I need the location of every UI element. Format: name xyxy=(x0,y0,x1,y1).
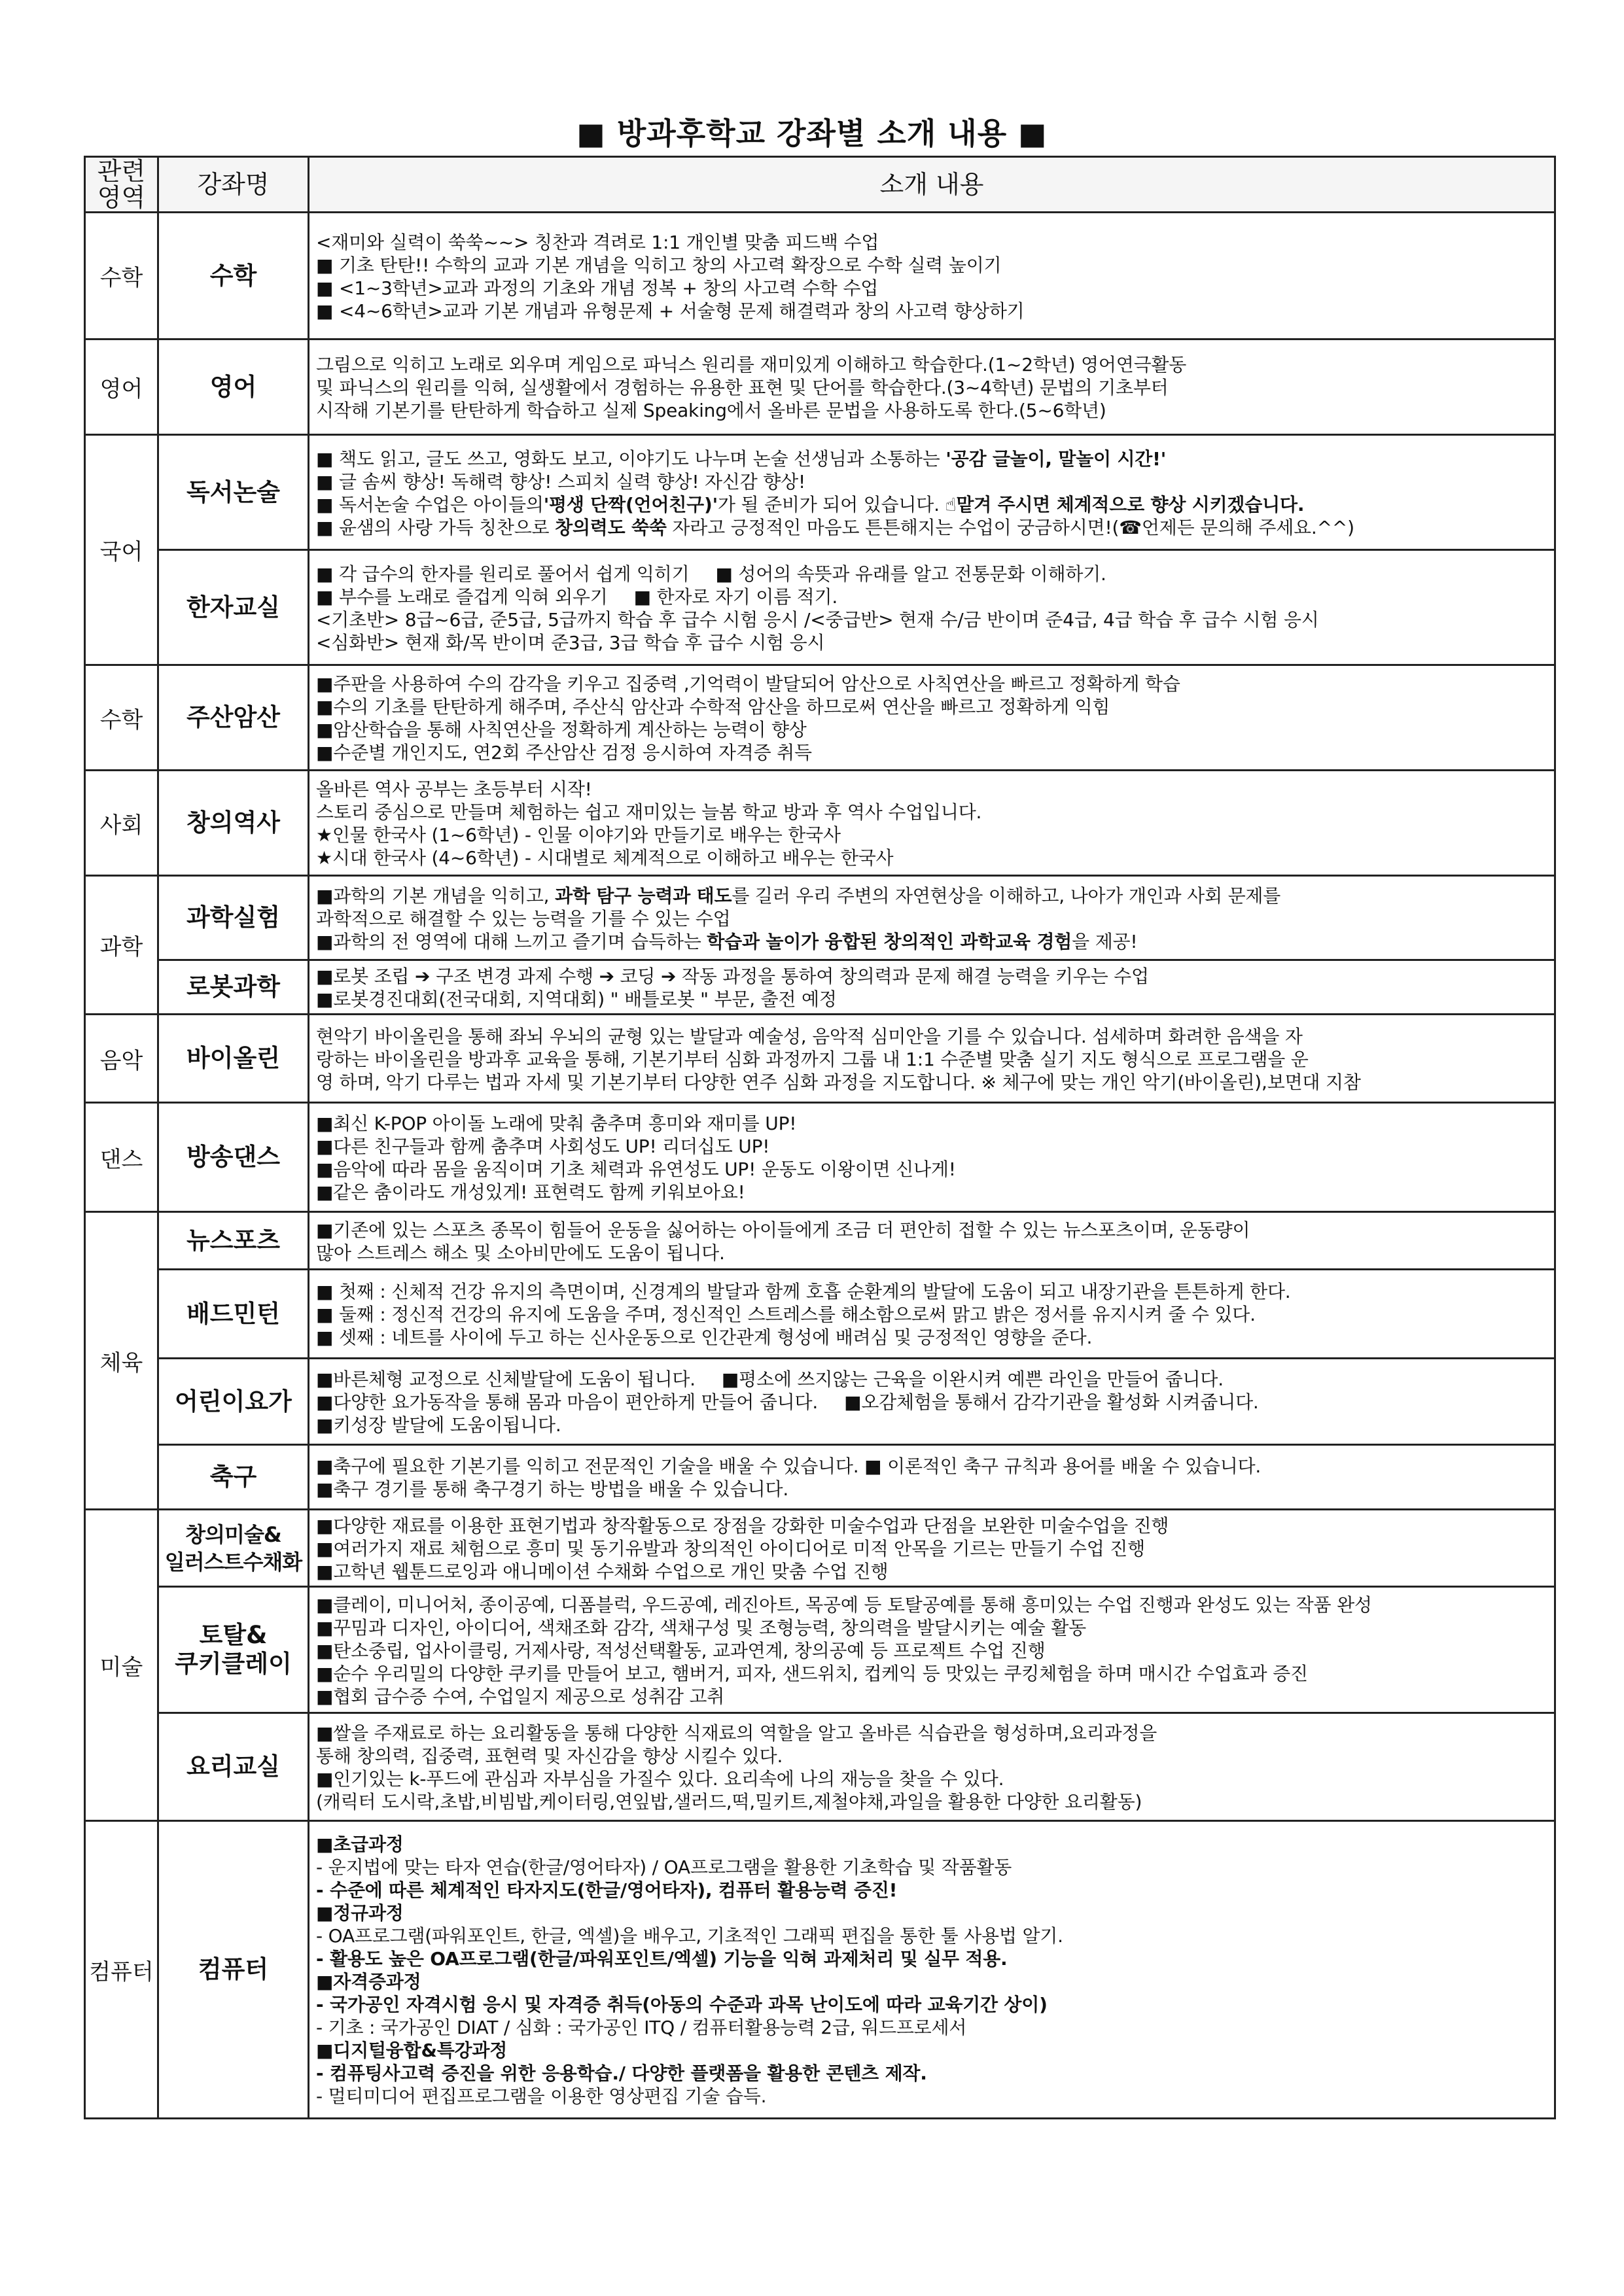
course-name-cell xyxy=(158,339,309,435)
description-text: ■바른체형 교정으로 신체발달에 도움이 됩니다. xyxy=(316,1368,696,1390)
description-line xyxy=(316,1560,1547,1583)
description-line xyxy=(316,2039,1547,2062)
course-name-cell xyxy=(158,1821,309,2119)
description-line xyxy=(316,2062,1547,2085)
course-name-cell xyxy=(158,1212,309,1270)
course-name-line: 로봇과학 xyxy=(186,973,280,1001)
description-text: - 활용도 높은 OA프로그램(한글/파워포인트/엑셀) 기능을 익혀 과제처리 및 실무 적용. xyxy=(316,1948,1008,1970)
header-area xyxy=(85,157,158,213)
course-name-cell xyxy=(158,213,309,339)
course-name-cell xyxy=(158,960,309,1015)
course-name-cell xyxy=(158,1015,309,1103)
header-area-line: 영역 xyxy=(97,183,146,212)
description-line xyxy=(316,988,1547,1011)
description-line xyxy=(316,1833,1547,1856)
description-text: 그림으로 익히고 노래로 외우며 게임으로 파닉스 원리를 재미있게 이해하고 학습한다.(1~2학년) 영어연극활동 xyxy=(316,354,1187,375)
course-name-line: 창의미술& xyxy=(185,1522,281,1547)
table-row xyxy=(85,1587,1555,1713)
description-text: ■수준별 개인지도, 연2회 주산암산 검정 응시하여 자격증 취득 xyxy=(316,742,812,763)
description-text: ■고학년 웹툰드로잉과 애니메이션 수채화 수업으로 개인 맞춤 수업 진행 xyxy=(316,1561,889,1582)
description-line xyxy=(316,778,1547,801)
description-cell xyxy=(309,665,1555,771)
description-line xyxy=(316,1158,1547,1181)
description-text: 학습과 놀이가 융합된 창의적인 과학교육 경험 xyxy=(707,930,1072,952)
table-row xyxy=(85,1510,1555,1587)
description-text: ■정규과정 xyxy=(316,1902,404,1924)
description-text: ■오감체험을 통해서 감각기관을 활성화 시켜줍니다. xyxy=(844,1391,1259,1413)
description-line xyxy=(316,1135,1547,1158)
description-line xyxy=(316,231,1547,254)
course-name-cell xyxy=(158,1445,309,1510)
description-line xyxy=(316,1112,1547,1135)
course-name-line: 영어 xyxy=(209,372,257,401)
description-line xyxy=(316,563,1547,585)
description-line xyxy=(316,470,1547,493)
description-text: ■평소에 쓰지않는 근육을 이완시켜 예쁜 라인을 만들어 줍니다. xyxy=(721,1368,1224,1390)
course-name-line: 배드민턴 xyxy=(186,1299,280,1328)
description-text: ■축구에 필요한 기본기를 익히고 전문적인 기술을 배울 수 있습니다. ■ 이론적인 축구 규칙과 용어를 배울 수 있습니다. xyxy=(316,1455,1262,1477)
description-text: ■인기있는 k-푸드에 관심과 자부심을 가질수 있다. 요리속에 나의 재능을 찾을 수 있다. xyxy=(316,1768,1004,1790)
description-text: - 운지법에 맞는 타자 연습(한글/영어타자) / OA프로그램을 활용한 기초학습 및 작품활동 xyxy=(316,1856,1012,1878)
description-text: ■ <1~3학년>교과 과정의 기초와 개념 정복 + 창의 사고력 수학 수업 xyxy=(316,277,879,299)
description-text: ■과학의 전 영역에 대해 느끼고 즐기며 습득하는 xyxy=(316,930,707,952)
description-text: 를 길러 우리 주변의 자연현상을 이해하고, 나아가 개인과 사회 문제를 xyxy=(732,884,1281,907)
page-title: ■ 방과후학교 강좌별 소개 내용 ■ xyxy=(576,116,1048,151)
description-text: ■기존에 있는 스포츠 종목이 힘들어 운동을 싫어하는 아이들에게 조금 더 편안히 접할 수 있는 뉴스포츠이며, 운동량이 xyxy=(316,1219,1250,1241)
course-table xyxy=(84,156,1556,2119)
description-text: - 국가공인 자격시험 응시 및 자격증 취득(아동의 수준과 과목 난이도에 따라 교육기간 상이) xyxy=(316,1994,1048,2015)
description-text: ■디지털융합&특강과정 xyxy=(316,2040,508,2061)
description-line xyxy=(316,1391,1547,1414)
table-row xyxy=(85,1212,1555,1270)
description-text: '평생 단짝(언어친구)' xyxy=(543,493,718,515)
course-name-cell xyxy=(158,1510,309,1587)
description-line xyxy=(316,1593,1547,1616)
description-cell xyxy=(309,213,1555,339)
description-text: 통해 창의력, 집중력, 표현력 및 자신감을 향상 시킬수 있다. xyxy=(316,1745,783,1767)
description-text: ■최신 K-POP 아이돌 노래에 맞춰 춤추며 흥미와 재미를 UP! xyxy=(316,1113,797,1134)
description-line xyxy=(316,1414,1547,1436)
course-name-cell xyxy=(158,550,309,665)
description-text: ■다른 친구들과 함께 춤추며 사회성도 UP! 리더십도 UP! xyxy=(316,1136,770,1157)
description-text: ■꾸밈과 디자인, 아이디어, 색채조화 감각, 색채구성 및 조형능력, 창의력을 발달시키는 예술 활동 xyxy=(316,1616,1086,1639)
description-line xyxy=(316,1790,1547,1813)
description-text: 많아 스트레스 해소 및 소아비만에도 도움이 됩니다. xyxy=(316,1242,725,1264)
description-line xyxy=(316,1455,1547,1478)
description-cell xyxy=(309,550,1555,665)
description-cell xyxy=(309,1359,1555,1445)
description-line xyxy=(316,1616,1547,1639)
table-row xyxy=(85,1445,1555,1510)
course-name-line: 창의역사 xyxy=(186,809,280,837)
table-row xyxy=(85,771,1555,876)
description-text: <심화반> 현재 화/목 반이며 준3급, 3급 학습 후 급수 시험 응시 xyxy=(316,631,825,653)
description-line xyxy=(316,1368,1547,1391)
description-text: ■ 글 솜씨 향상! 독해력 향상! 스피치 실력 향상! 자신감 향상! xyxy=(316,470,806,493)
description-line xyxy=(316,1924,1547,1947)
description-cell xyxy=(309,339,1555,435)
description-cell xyxy=(309,1445,1555,1510)
description-text: ■암산학습을 통해 사칙연산을 정확하게 계산하는 능력이 향상 xyxy=(316,719,807,740)
description-line xyxy=(316,516,1547,539)
description-line xyxy=(316,1993,1547,2016)
area-cell: 과학 xyxy=(85,876,158,1015)
table-header-row xyxy=(85,157,1555,213)
description-line xyxy=(316,695,1547,718)
description-line xyxy=(316,2016,1547,2039)
description-line xyxy=(316,2085,1547,2108)
area-cell: 컴퓨터 xyxy=(85,1821,158,2119)
description-line xyxy=(316,631,1547,654)
course-name-cell xyxy=(158,665,309,771)
description-text: 랑하는 바이올린을 방과후 교육을 통해, 기본기부터 심화 과정까지 그룹 내 1:1 수준별 맞춤 실기 지도 형식으로 프로그램을 운 xyxy=(316,1048,1309,1070)
description-line xyxy=(316,965,1547,988)
description-text: ■축구 경기를 통해 축구경기 하는 방법을 배울 수 있습니다. xyxy=(316,1478,789,1500)
description-text: ■다양한 요가동작을 통해 몸과 마음이 편안하게 만들어 줍니다. xyxy=(316,1391,819,1413)
description-text: (캐릭터 도시락,초밥,비빔밥,케이터링,연잎밥,샐러드,떡,밀키트,제철야채,과일을 활용한 다양한 요리활동) xyxy=(316,1791,1142,1813)
description-line xyxy=(316,1219,1547,1242)
course-name-line: 과학실험 xyxy=(186,903,280,931)
description-text: - 수준에 따른 체계적인 타자지도(한글/영어타자), 컴퓨터 활용능력 증진! xyxy=(316,1879,898,1901)
description-text: ■ 둘째 : 정신적 건강의 유지에 도움을 주며, 정신적인 스트레스를 해소함으로써 맑고 밝은 정서를 유지시켜 줄 수 있다. xyxy=(316,1304,1256,1325)
description-text: ■ 부수를 노래로 즐겁게 익혀 외우기 xyxy=(316,585,608,608)
table-row xyxy=(85,960,1555,1015)
table-row xyxy=(85,665,1555,771)
description-line xyxy=(316,493,1547,516)
description-text: ■주판을 사용하여 수의 감각을 키우고 집중력 ,기억력이 발달되어 암산으로 사칙연산을 빠르고 정확하게 학습 xyxy=(316,673,1180,695)
course-name-line: 수학 xyxy=(209,261,257,290)
description-text: 현악기 바이올린을 통해 좌뇌 우뇌의 균형 있는 발달과 예술성, 음악적 심미안을 기를 수 있습니다. 섬세하며 화려한 음색을 자 xyxy=(316,1025,1303,1047)
table-row xyxy=(85,550,1555,665)
description-text: <재미와 실력이 쑥쑥~~> 칭찬과 격려로 1:1 개인별 맞춤 피드백 수업 xyxy=(316,231,879,253)
description-cell xyxy=(309,1713,1555,1821)
description-text: ☝맡겨 주시면 체계적으로 향상 시키겠습니다. xyxy=(945,493,1305,515)
table-row xyxy=(85,339,1555,435)
course-name-cell xyxy=(158,1359,309,1445)
description-line xyxy=(316,1767,1547,1790)
table-row xyxy=(85,1015,1555,1103)
description-text: 올바른 역사 공부는 초등부터 시작! xyxy=(316,778,592,800)
course-name-cell xyxy=(158,1103,309,1212)
description-text: ■자격증과정 xyxy=(316,1971,421,1992)
description-text: ■다양한 재료를 이용한 표현기법과 창작활동으로 장점을 강화한 미술수업과 단점을 보완한 미술수업을 진행 xyxy=(316,1515,1169,1537)
description-line xyxy=(316,1242,1547,1264)
header-description: 소개 내용 xyxy=(309,157,1555,213)
table-row xyxy=(85,876,1555,960)
description-text: - 멀티미디어 편집프로그램을 이용한 영상편집 기술 습득. xyxy=(316,2085,767,2107)
description-line xyxy=(316,718,1547,741)
description-text: ■같은 춤이라도 개성있게! 표현력도 함께 키워보아요! xyxy=(316,1181,745,1203)
description-text: ■과학의 기본 개념을 익히고, xyxy=(316,884,556,907)
description-line xyxy=(316,1181,1547,1204)
description-line xyxy=(316,254,1547,277)
description-line xyxy=(316,1902,1547,1924)
description-cell xyxy=(309,960,1555,1015)
description-text: ■키성장 발달에 도움이됩니다. xyxy=(316,1414,561,1436)
description-line xyxy=(316,1514,1547,1537)
description-text: ■쌀을 주재료로 하는 요리활동을 통해 다양한 식재료의 역할을 알고 올바른 식습관을 형성하며,요리과정을 xyxy=(316,1722,1157,1744)
course-name-line: 쿠키클레이 xyxy=(175,1650,292,1678)
description-line xyxy=(316,1745,1547,1767)
description-line xyxy=(316,1303,1547,1326)
description-text: ■ 각 급수의 한자를 원리로 풀어서 쉽게 익히기 xyxy=(316,563,690,585)
course-name-line: 바이올린 xyxy=(186,1044,280,1072)
description-text: 스토리 중심으로 만들며 체험하는 쉽고 재미있는 늘봄 학교 방과 후 역사 수업입니다. xyxy=(316,801,982,823)
description-line xyxy=(316,801,1547,824)
description-text: 가 될 준비가 되어 있습니다. xyxy=(717,493,945,515)
description-text: - 기초 : 국가공인 DIAT / 심화 : 국가공인 ITQ / 컴퓨터활용능력 2급, 워드프로세서 xyxy=(316,2017,967,2038)
table-row xyxy=(85,1359,1555,1445)
description-line xyxy=(316,824,1547,846)
description-cell xyxy=(309,1510,1555,1587)
area-cell: 영어 xyxy=(85,339,158,435)
area-cell: 체육 xyxy=(85,1212,158,1510)
description-text: - OA프로그램(파워포인트, 한글, 엑셀)을 배우고, 기초적인 그래픽 편집을 통한 툴 사용법 알기. xyxy=(316,1925,1063,1947)
description-cell xyxy=(309,435,1555,550)
table-row xyxy=(85,1270,1555,1359)
description-line xyxy=(316,1326,1547,1349)
description-line xyxy=(316,353,1547,376)
course-name-line: 한자교실 xyxy=(186,593,280,621)
description-line xyxy=(316,1478,1547,1501)
course-name-line: 독서논술 xyxy=(186,478,280,506)
description-text: ■ 성어의 속뜻과 유래를 알고 전통문화 이해하기. xyxy=(715,563,1106,585)
table-row xyxy=(85,435,1555,550)
area-cell: 음악 xyxy=(85,1015,158,1103)
description-line xyxy=(316,741,1547,764)
course-name-cell xyxy=(158,876,309,960)
description-line xyxy=(316,399,1547,422)
course-name-line: 어린이요가 xyxy=(175,1387,292,1416)
course-name-line: 요리교실 xyxy=(186,1752,280,1781)
course-name-cell xyxy=(158,1713,309,1821)
description-cell xyxy=(309,1821,1555,2119)
description-text: ■탄소중립, 업사이클링, 거제사랑, 적성선택활동, 교과연계, 창의공예 등 프로젝트 수업 진행 xyxy=(316,1639,1046,1661)
description-text: 자라고 긍정적인 마음도 튼튼해지는 수업이 궁금하시면!(☎언제든 문의해 주세요.^^) xyxy=(666,516,1354,538)
description-text: ★인물 한국사 (1~6학년) - 인물 이야기와 만들기로 배우는 한국사 xyxy=(316,824,841,846)
area-cell: 수학 xyxy=(85,665,158,771)
description-text: <기초반> 8급~6급, 준5급, 5급까지 학습 후 급수 시험 응시 /<중급반> 현재 수/금 반이며 준4급, 4급 학습 후 급수 시험 응시 xyxy=(316,608,1319,631)
description-text: ★시대 한국사 (4~6학년) - 시대별로 체계적으로 이해하고 배우는 한국사 xyxy=(316,847,894,869)
description-line xyxy=(316,277,1547,300)
description-line xyxy=(316,930,1547,953)
description-cell xyxy=(309,1015,1555,1103)
description-text: ■협회 급수증 수여, 수업일지 제공으로 성취감 고취 xyxy=(316,1685,725,1707)
description-text: ■ 기초 탄탄!! 수학의 교과 기본 개념을 익히고 창의 사고력 확장으로 수학 실력 높이기 xyxy=(316,254,1002,276)
description-text: - 컴퓨팅사고력 증진을 위한 응용학습./ 다양한 플랫폼을 활용한 콘텐츠 제작. xyxy=(316,2062,927,2084)
description-text: 과학 탐구 능력과 태도 xyxy=(555,884,732,907)
description-line xyxy=(316,1856,1547,1879)
description-line xyxy=(316,608,1547,631)
description-line xyxy=(316,907,1547,930)
description-line xyxy=(316,1537,1547,1560)
course-name-cell xyxy=(158,771,309,876)
description-cell xyxy=(309,1212,1555,1270)
course-name-cell xyxy=(158,1587,309,1713)
description-text: ■ 첫째 : 신체적 건강 유지의 측면이며, 신경계의 발달과 함께 호흡 순환계의 발달에 도움이 되고 내장기관을 튼튼하게 한다. xyxy=(316,1281,1291,1302)
description-cell xyxy=(309,1103,1555,1212)
description-text: ■ <4~6학년>교과 기본 개념과 유형문제 + 서술형 문제 해결력과 창의 사고력 향상하기 xyxy=(316,300,1025,322)
description-line xyxy=(316,1685,1547,1708)
header-area-line: 관련 xyxy=(97,157,146,186)
description-line xyxy=(316,300,1547,322)
description-line xyxy=(316,1662,1547,1685)
area-cell: 사회 xyxy=(85,771,158,876)
description-text: '공감 글놀이, 말놀이 시간!' xyxy=(945,447,1167,470)
description-line xyxy=(316,1280,1547,1303)
course-name-cell xyxy=(158,1270,309,1359)
description-line xyxy=(316,1947,1547,1970)
description-text: ■초급과정 xyxy=(316,1834,404,1855)
description-cell xyxy=(309,1587,1555,1713)
course-name-line: 일러스트수채화 xyxy=(164,1549,302,1574)
table-row xyxy=(85,213,1555,339)
description-line xyxy=(316,585,1547,608)
course-name-line: 축구 xyxy=(209,1463,257,1491)
area-cell: 수학 xyxy=(85,213,158,339)
description-text: ■ 한자로 자기 이름 적기. xyxy=(633,585,838,608)
description-line xyxy=(316,1048,1547,1071)
course-name-line: 토탈& xyxy=(199,1621,268,1649)
description-text: 과학적으로 해결할 수 있는 능력을 기를 수 있는 수업 xyxy=(316,907,731,930)
description-line xyxy=(316,1879,1547,1902)
header-course: 강좌명 xyxy=(158,157,309,213)
course-name-line: 컴퓨터 xyxy=(198,1955,269,1983)
description-text: ■ 셋째 : 네트를 사이에 두고 하는 신사운동으로 인간관계 형성에 배려심 및 긍정적인 영향을 준다. xyxy=(316,1327,1093,1348)
description-line xyxy=(316,1071,1547,1094)
description-line xyxy=(316,447,1547,470)
description-cell xyxy=(309,771,1555,876)
table-row xyxy=(85,1713,1555,1821)
area-cell: 미술 xyxy=(85,1510,158,1821)
description-line xyxy=(316,884,1547,907)
description-text: ■여러가지 재료 체험으로 흥미 및 동기유발과 창의적인 아이디어로 미적 안목을 기르는 만들기 수업 진행 xyxy=(316,1538,1145,1559)
description-line xyxy=(316,1722,1547,1745)
description-text: ■ 독서논술 수업은 아이들의 xyxy=(316,493,544,515)
description-text: ■순수 우리밀의 다양한 쿠키를 만들어 보고, 햄버거, 피자, 샌드위치, 컵케익 등 맛있는 쿠킹체험을 하며 매시간 수업효과 증진 xyxy=(316,1662,1308,1684)
description-line xyxy=(316,376,1547,399)
description-text: ■음악에 따라 몸을 움직이며 기초 체력과 유연성도 UP! 운동도 이왕이면 신나게! xyxy=(316,1158,956,1180)
description-text: 영 하며, 악기 다루는 법과 자세 및 기본기부터 다양한 연주 심화 과정을 지도합니다. ※ 체구에 맞는 개인 악기(바이올린),보면대 지참 xyxy=(316,1071,1361,1093)
table-row xyxy=(85,1821,1555,2119)
area-cell: 국어 xyxy=(85,435,158,665)
description-text: ■로봇경진대회(전국대회, 지역대회) " 배틀로봇 " 부문, 출전 예정 xyxy=(316,988,837,1010)
description-text: ■ 윤샘의 사랑 가득 칭찬으로 xyxy=(316,516,556,538)
description-line xyxy=(316,672,1547,695)
description-line xyxy=(316,846,1547,869)
description-line xyxy=(316,1025,1547,1048)
description-text: 시작해 기본기를 탄탄하게 학습하고 실제 Speaking에서 올바른 문법을 사용하도록 한다.(5~6학년) xyxy=(316,400,1106,421)
description-text: 을 제공! xyxy=(1072,930,1138,952)
course-name-cell xyxy=(158,435,309,550)
area-cell: 댄스 xyxy=(85,1103,158,1212)
description-text: 및 파닉스의 원리를 익혀, 실생활에서 경험하는 유용한 표현 및 단어를 학습한다.(3~4학년) 문법의 기초부터 xyxy=(316,377,1169,398)
description-line xyxy=(316,1639,1547,1662)
description-text: ■클레이, 미니어처, 종이공예, 디폼블럭, 우드공예, 레진아트, 목공예 등 토탈공예를 통해 흥미있는 수업 진행과 완성도 있는 작품 완성 xyxy=(316,1593,1372,1616)
description-text: ■로봇 조립 ➔ 구조 변경 과제 수행 ➔ 코딩 ➔ 작동 과정을 통하여 창의력과 문제 해결 능력을 키우는 수업 xyxy=(316,965,1149,987)
table-row xyxy=(85,1103,1555,1212)
description-cell xyxy=(309,1270,1555,1359)
course-name-line: 방송댄스 xyxy=(186,1143,280,1171)
course-name-line: 뉴스포츠 xyxy=(186,1226,280,1255)
description-text: ■수의 기초를 탄탄하게 해주며, 주산식 암산과 수학적 암산을 하므로써 연산을 빠르고 정확하게 익힘 xyxy=(316,696,1110,718)
course-name-line: 주산암산 xyxy=(186,703,280,731)
description-text: ■ 책도 읽고, 글도 쓰고, 영화도 보고, 이야기도 나누며 논술 선생님과 소통하는 xyxy=(316,447,946,470)
description-line xyxy=(316,1970,1547,1993)
description-cell xyxy=(309,876,1555,960)
description-text: 창의력도 쑥쑥 xyxy=(555,516,667,538)
